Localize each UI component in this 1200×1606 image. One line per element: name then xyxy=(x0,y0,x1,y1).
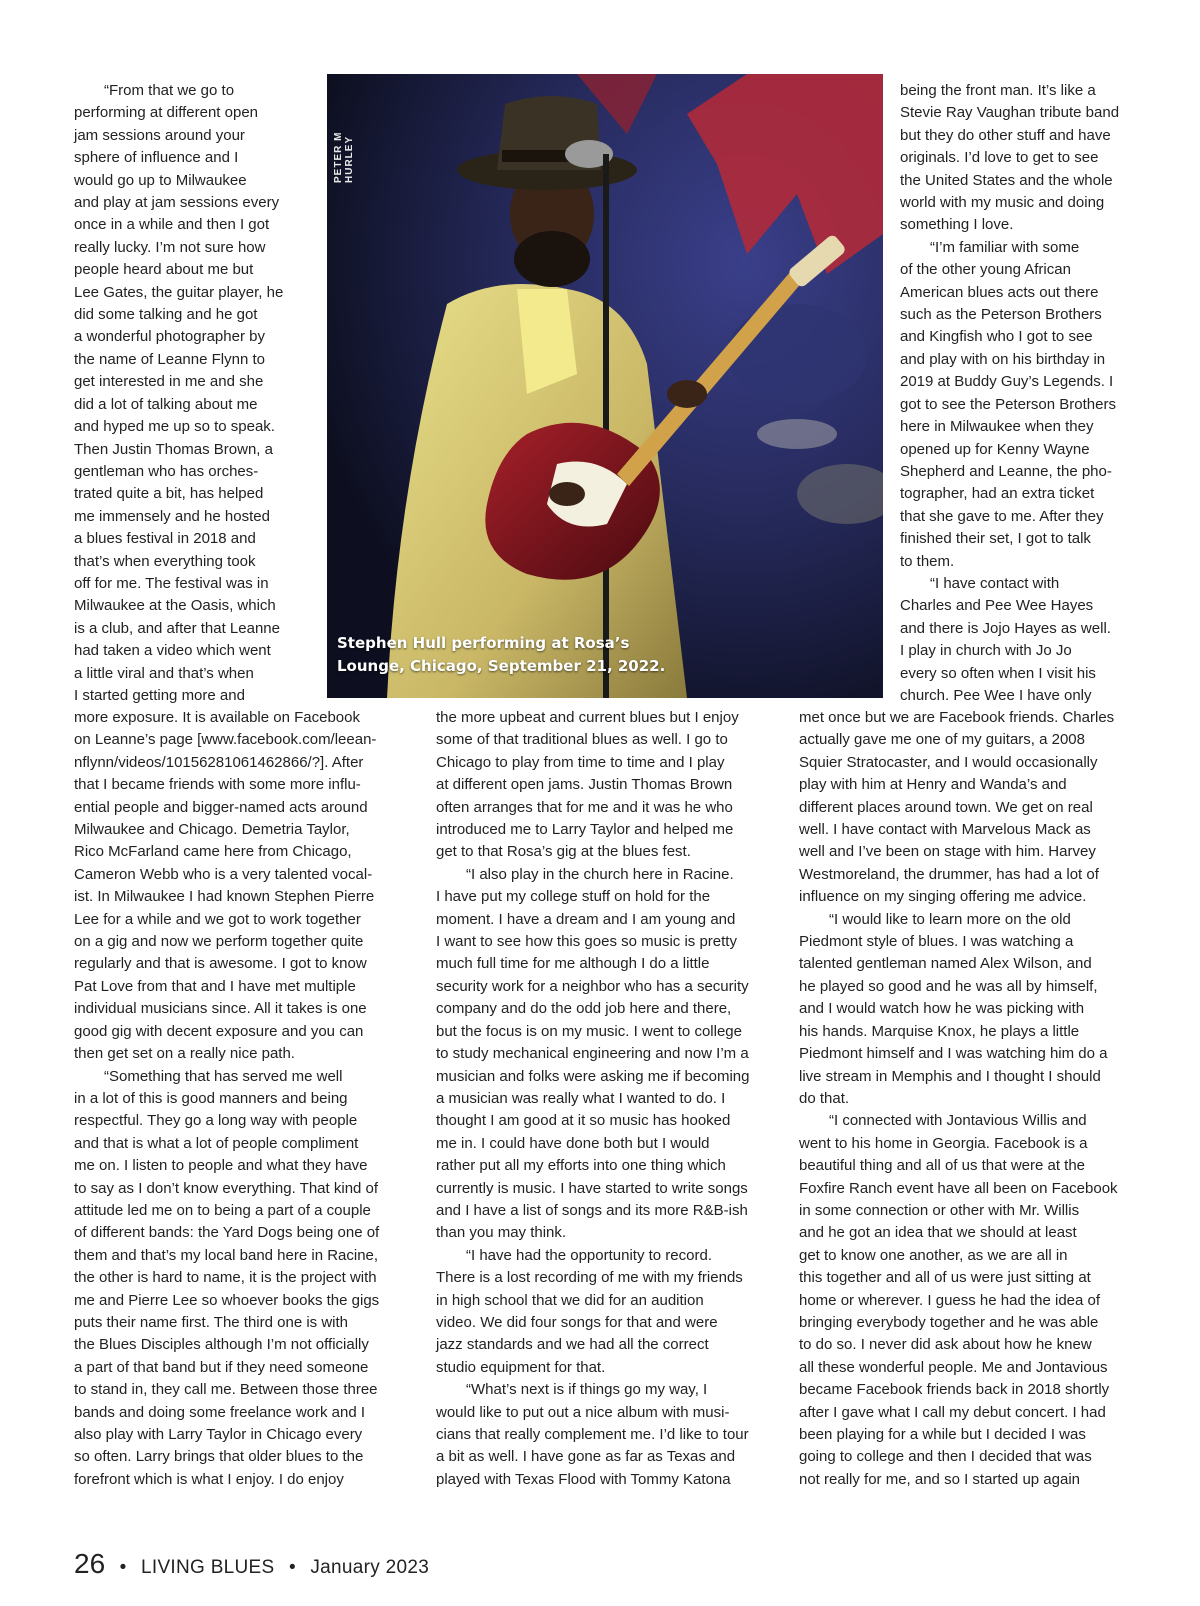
text-line: do that. xyxy=(799,1089,850,1107)
paragraph xyxy=(436,864,766,1245)
text-line: Foxfire Ranch event have all been on Facebook xyxy=(799,1179,1118,1197)
text-line: sphere of influence and I xyxy=(74,149,239,167)
text-line: American blues acts out there xyxy=(900,283,1099,301)
text-line: “I have had the opportunity to record. xyxy=(466,1246,712,1264)
text-line: of the other young African xyxy=(900,261,1071,279)
text-line: every so often when I visit his xyxy=(900,664,1096,682)
text-line: played with Texas Flood with Tommy Katona xyxy=(436,1470,731,1488)
paragraph xyxy=(799,1110,1139,1491)
paragraph xyxy=(799,707,1139,909)
column-1-bottom xyxy=(74,707,404,1491)
text-line: video. We did four songs for that and were xyxy=(436,1313,718,1331)
column-3-bottom xyxy=(799,707,1139,1491)
text-line: finished their set, I got to talk xyxy=(900,530,1091,548)
text-line: I play in church with Jo Jo xyxy=(900,642,1072,660)
photo-caption xyxy=(337,632,667,678)
text-line: the more upbeat and current blues but I enjoy xyxy=(436,709,739,726)
text-line: to say as I don’t know everything. That kind of xyxy=(74,1179,379,1197)
page-footer xyxy=(74,1548,429,1580)
text-line: the name of Leanne Flynn to xyxy=(74,350,265,368)
text-line: different places around town. We get on real xyxy=(799,798,1093,816)
paragraph xyxy=(900,237,1150,573)
page-number: 26 xyxy=(74,1548,106,1579)
text-line: this together and all of us were just sitting at xyxy=(799,1269,1091,1287)
text-line: me in. I could have done both but I would xyxy=(436,1134,710,1152)
column-3-top xyxy=(900,80,1150,707)
text-line: at different open jams. Justin Thomas Brown xyxy=(436,776,733,794)
text-line: some of that traditional blues as well. I go to xyxy=(436,731,728,749)
text-line: security work for a neighbor who has a security xyxy=(436,977,749,995)
text-line: all these wonderful people. Me and Jontavious xyxy=(799,1358,1108,1376)
text-line: “From that we go to xyxy=(104,82,235,99)
text-line: bands and doing some freelance work and I xyxy=(74,1403,366,1421)
photo-credit: PETER M HURLEY xyxy=(333,131,355,183)
text-line: so often. Larry brings that older blues to the xyxy=(74,1448,364,1466)
text-line: individual musicians since. All it takes is one xyxy=(74,1000,367,1018)
text-line: that’s when everything took xyxy=(74,552,256,570)
text-line: on Leanne’s page [www.facebook.com/leean- xyxy=(74,731,377,749)
issue-date: January 2023 xyxy=(310,1557,430,1578)
text-line: much full time for me although I do a little xyxy=(436,955,710,973)
text-line: “I’m familiar with some xyxy=(930,238,1080,256)
text-line: his hands. Marquise Knox, he plays a little xyxy=(799,1022,1080,1040)
text-line: Chicago to play from time to time and I play xyxy=(436,753,725,771)
text-line: also play with Larry Taylor in Chicago every xyxy=(74,1426,363,1443)
text-line: bringing everybody together and he was able xyxy=(799,1313,1099,1331)
text-line: a wonderful photographer by xyxy=(74,328,265,346)
paragraph xyxy=(799,707,1139,1491)
paragraph xyxy=(900,80,1150,237)
text-line: world with my music and doing xyxy=(900,194,1105,212)
text-line: introduced me to Larry Taylor and helped me xyxy=(436,821,734,839)
text-line: actually gave me one of my guitars, a 2008 xyxy=(799,731,1085,749)
text-line: Milwaukee at the Oasis, which xyxy=(74,597,276,615)
text-line: would go up to Milwaukee xyxy=(74,171,247,189)
text-line: play with him at Henry and Wanda’s and xyxy=(799,776,1067,794)
text-line: Stevie Ray Vaughan tribute band xyxy=(900,104,1120,122)
text-line: in high school that we did for an audition xyxy=(436,1291,704,1309)
text-line: cians that really complement me. I’d like to tour xyxy=(436,1426,749,1443)
paragraph xyxy=(799,909,1139,1111)
text-line: been playing for a while but I decided I was xyxy=(799,1426,1086,1443)
text-line: the United States and the whole xyxy=(900,171,1113,189)
column-1-top xyxy=(74,80,314,707)
text-line: Piedmont himself and I was watching him do a xyxy=(799,1045,1108,1063)
text-line: Rico McFarland came here from Chicago, xyxy=(74,843,352,861)
text-line: Shepherd and Leanne, the pho- xyxy=(900,462,1112,480)
text-line: jazz standards and we had all the correct xyxy=(436,1336,709,1354)
text-line: being the front man. It’s like a xyxy=(900,82,1096,99)
text-line: more exposure. It is available on Facebook xyxy=(74,709,360,726)
text-line: “I connected with Jontavious Willis and xyxy=(829,1112,1087,1130)
text-line: did a lot of talking about me xyxy=(74,395,258,413)
text-line: than you may think. xyxy=(436,1224,567,1242)
text-line: to do so. I never did ask about how he knew xyxy=(799,1336,1092,1354)
text-line: musician and folks were asking me if becoming xyxy=(436,1067,750,1085)
text-line: such as the Peterson Brothers xyxy=(900,306,1102,324)
text-line: Then Justin Thomas Brown, a xyxy=(74,440,273,458)
publication-name: LIVING BLUES xyxy=(141,1557,275,1578)
text-line: Squier Stratocaster, and I would occasionally xyxy=(799,753,1098,771)
text-line: nflynn/videos/10156281061462866/?]. After xyxy=(74,753,364,771)
text-line: currently is music. I have started to write songs xyxy=(436,1179,748,1197)
text-line: but they do other stuff and have xyxy=(900,126,1111,144)
text-line: met once but we are Facebook friends. Charles xyxy=(799,709,1115,726)
text-line: became Facebook friends back in 2018 shortly xyxy=(799,1381,1110,1399)
text-line: me on. I listen to people and what they have xyxy=(74,1157,368,1175)
text-line: respectful. They go a long way with people xyxy=(74,1112,358,1130)
text-line: performing at different open xyxy=(74,104,259,122)
text-line: rather put all my efforts into one thing which xyxy=(436,1157,726,1175)
paragraph xyxy=(436,1245,766,1379)
text-line: well and I’ve been on stage with him. Harvey xyxy=(799,843,1096,861)
text-line: 2019 at Buddy Guy’s Legends. I xyxy=(900,373,1114,391)
paragraph xyxy=(436,1379,766,1491)
text-line: and I have a list of songs and its more R&B-ish xyxy=(436,1201,748,1219)
text-line: Charles and Pee Wee Hayes xyxy=(900,597,1094,615)
text-line: the other is hard to name, it is the project with xyxy=(74,1269,377,1287)
text-line: live stream in Memphis and I thought I should xyxy=(799,1067,1101,1085)
text-line: a little viral and that’s when xyxy=(74,664,254,682)
text-line: and I would watch how he was picking with xyxy=(799,1000,1085,1018)
text-line: the Blues Disciples although I’m not officially xyxy=(74,1336,369,1354)
text-line: and hyped me up so to speak. xyxy=(74,418,275,436)
text-line: that I became friends with some more influ- xyxy=(74,776,361,794)
text-line: of different bands: the Yard Dogs being one of xyxy=(74,1224,380,1242)
column-2 xyxy=(436,707,766,1491)
text-line: going to college and then I decided that was xyxy=(799,1448,1092,1466)
text-line: here in Milwaukee when they xyxy=(900,418,1094,436)
text-line: Lee Gates, the guitar player, he xyxy=(74,283,284,301)
text-line: is a club, and after that Leanne xyxy=(74,619,280,637)
footer-separator: • xyxy=(119,1557,127,1578)
text-line: not really for me, and so I started up again xyxy=(799,1470,1080,1488)
text-line: regularly and that is awesome. I got to know xyxy=(74,955,367,973)
text-line: influence on my singing offering me advice. xyxy=(799,888,1087,906)
text-line: then get set on a really nice path. xyxy=(74,1045,295,1063)
text-line: “I would like to learn more on the old xyxy=(829,910,1071,928)
text-line: “I have contact with xyxy=(930,574,1060,592)
text-line: beautiful thing and all of us that were at the xyxy=(799,1157,1086,1175)
text-line: off for me. The festival was in xyxy=(74,574,269,592)
text-line: that she gave to me. After they xyxy=(900,507,1104,525)
text-line: a musician was really what I wanted to do. I xyxy=(436,1089,726,1107)
paragraph xyxy=(436,707,766,864)
text-line: me immensely and he hosted xyxy=(74,507,270,525)
text-line: really lucky. I’m not sure how xyxy=(74,238,266,256)
text-line: church. Pee Wee I have only xyxy=(900,686,1092,704)
text-line: on a gig and now we perform together quite xyxy=(74,933,364,951)
text-line: puts their name first. The third one is with xyxy=(74,1313,349,1331)
text-line: talented gentleman named Alex Wilson, and xyxy=(799,955,1092,973)
text-line: company and do the odd job here and there, xyxy=(436,1000,732,1018)
paragraph xyxy=(74,80,314,707)
text-line: There is a lost recording of me with my friends xyxy=(436,1269,743,1287)
text-line: and Kingfish who I got to see xyxy=(900,328,1093,346)
text-line: to stand in, they call me. Between those three xyxy=(74,1381,378,1399)
text-line: and that is what a lot of people compliment xyxy=(74,1134,359,1152)
text-line: forefront which is what I enjoy. I do enjoy xyxy=(74,1470,344,1488)
text-line: after I gave what I call my debut concert. I had xyxy=(799,1403,1106,1421)
text-line: Milwaukee and Chicago. Demetria Taylor, xyxy=(74,821,350,839)
paragraph xyxy=(900,80,1150,707)
text-line: Piedmont style of blues. I was watching a xyxy=(799,933,1074,951)
text-line: tographer, had an extra ticket xyxy=(900,485,1095,503)
text-line: get to that Rosa’s gig at the blues fest. xyxy=(436,843,691,861)
text-line: originals. I’d love to get to see xyxy=(900,149,1099,167)
text-line: studio equipment for that. xyxy=(436,1358,606,1376)
text-line: well. I have contact with Marvelous Mack as xyxy=(799,821,1091,839)
text-line: in some connection or other with Mr. Willis xyxy=(799,1201,1080,1219)
footer-separator: • xyxy=(288,1557,296,1578)
paragraph xyxy=(74,1066,404,1492)
paragraph xyxy=(436,707,766,1491)
text-line: he played so good and he was all by himself, xyxy=(799,977,1098,995)
performance-photo xyxy=(327,74,883,698)
text-line: often arranges that for me and it was he who xyxy=(436,798,733,816)
text-line: people heard about me but xyxy=(74,261,254,279)
text-line: got to see the Peterson Brothers xyxy=(900,395,1116,413)
text-line: me and Pierre Lee so whoever books the gigs xyxy=(74,1291,380,1309)
text-line: trated quite a bit, has helped xyxy=(74,485,264,503)
caption-line: Lounge, Chicago, September 21, 2022. xyxy=(337,657,666,675)
text-line: something I love. xyxy=(900,216,1014,234)
text-line: home or wherever. I guess he had the idea of xyxy=(799,1291,1101,1309)
text-line: Lee for a while and we got to work together xyxy=(74,910,361,928)
text-line: Cameron Webb who is a very talented vocal- xyxy=(74,865,373,883)
text-line: and play at jam sessions every xyxy=(74,194,280,212)
text-line: gentleman who has orches- xyxy=(74,462,259,480)
text-line: would like to put out a nice album with musi- xyxy=(436,1403,730,1421)
text-line: opened up for Kenny Wayne xyxy=(900,440,1090,458)
text-line: did some talking and he got xyxy=(74,306,258,324)
text-line: I want to see how this goes so music is pretty xyxy=(436,933,737,951)
text-line: a blues festival in 2018 and xyxy=(74,530,256,548)
text-line: thought I am good at it so music has hooked xyxy=(436,1112,731,1130)
text-line: and play with on his birthday in xyxy=(900,350,1106,368)
text-line: and he got an idea that we should at least xyxy=(799,1224,1077,1242)
caption-line: Stephen Hull performing at Rosa’s xyxy=(337,634,630,652)
text-line: a part of that band but if they need someone xyxy=(74,1358,369,1376)
text-line: attitude led me on to being a part of a couple xyxy=(74,1201,371,1219)
text-line: and there is Jojo Hayes as well. xyxy=(900,619,1111,637)
text-line: good gig with decent exposure and you can xyxy=(74,1022,364,1040)
text-line: “Something that has served me well xyxy=(104,1067,343,1085)
text-line: ist. In Milwaukee I had known Stephen Pierre xyxy=(74,888,375,906)
paragraph xyxy=(74,707,404,1066)
text-line: once in a while and then I got xyxy=(74,216,270,234)
text-line: a bit as well. I have gone as far as Texas and xyxy=(436,1448,736,1466)
text-line: them and that’s my local band here in Racine, xyxy=(74,1246,379,1264)
text-line: “I also play in the church here in Racine. xyxy=(466,865,734,883)
text-line: to study mechanical engineering and now I’m a xyxy=(436,1045,749,1063)
text-line: “What’s next is if things go my way, I xyxy=(466,1381,708,1399)
text-line: moment. I have a dream and I am young and xyxy=(436,910,736,928)
paragraph xyxy=(900,573,1150,707)
text-line: ential people and bigger-named acts around xyxy=(74,798,368,816)
text-line: Westmoreland, the drummer, has had a lot of xyxy=(799,865,1099,883)
text-line: but the focus is on my music. I went to college xyxy=(436,1022,742,1040)
text-line: I started getting more and xyxy=(74,686,245,704)
text-line: get interested in me and she xyxy=(74,373,264,391)
text-line: get to know one another, as we are all in xyxy=(799,1246,1068,1264)
text-line: went to his home in Georgia. Facebook is a xyxy=(799,1134,1088,1152)
text-line: in a lot of this is good manners and being xyxy=(74,1089,348,1107)
text-line: had taken a video which went xyxy=(74,642,271,660)
text-line: jam sessions around your xyxy=(74,126,245,144)
text-line: to them. xyxy=(900,552,955,570)
text-line: I have put my college stuff on hold for the xyxy=(436,888,711,906)
text-line: Pat Love from that and I have met multiple xyxy=(74,977,356,995)
